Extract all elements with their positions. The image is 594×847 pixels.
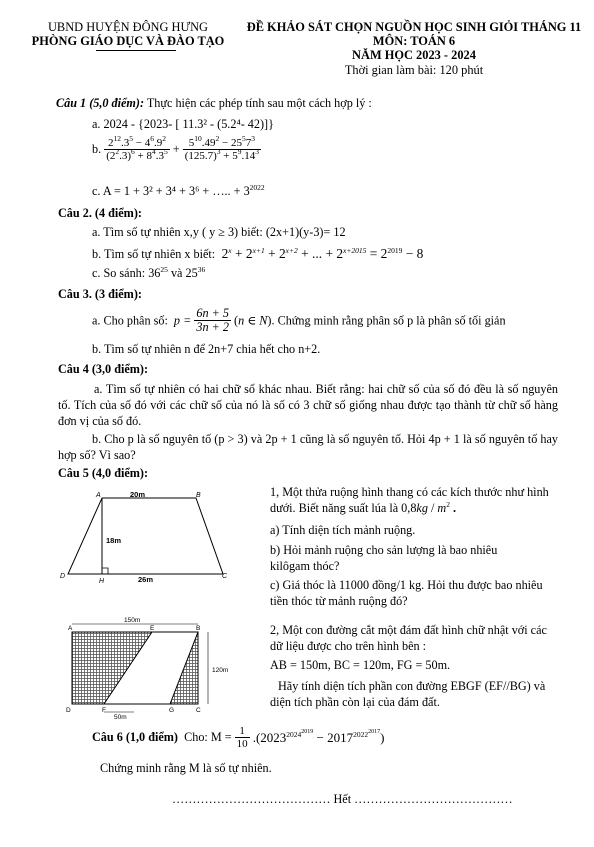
fig2-label-c: C bbox=[196, 707, 201, 714]
q2-part-a: a. Tìm số tự nhiên x,y ( y ≥ 3) biết: (2x+1)(y-3)= 12 bbox=[92, 225, 346, 239]
fig2-top-length: 150m bbox=[124, 617, 141, 624]
fig1-label-c: C bbox=[222, 573, 228, 580]
fig1-label-d: D bbox=[60, 573, 66, 580]
q4-part-b: b. Cho p là số nguyên tố (p > 3) và 2p + 1 cũng là số nguyên tố. Hỏi 4p + 1 là số nguyên tố hay hợp số? Vì sao? bbox=[58, 432, 558, 462]
fig1-label-a: A bbox=[96, 492, 101, 499]
q5-p2-task: Hãy tính diện tích phần con đường EBGF (EF//BG) và diện tích phần còn lại của đám đất. bbox=[270, 679, 546, 709]
q5-p1-c: c) Giá thóc là 11000 đồng/1 kg. Hỏi thu được bao nhiêu tiền thóc từ mảnh ruộng đó? bbox=[270, 578, 543, 608]
q4-heading: Câu 4 (3,0 điểm): bbox=[58, 362, 149, 376]
trapezoid-figure bbox=[58, 488, 238, 588]
q2-part-c: c. So sánh: $36^{25}$ và $25^{36}$ bbox=[92, 265, 206, 280]
fig2-label-b: B bbox=[196, 625, 201, 632]
q3-part-a: a. Cho phân số: p = $\frac{6n + 5}{3n + 2}$ (n ∈ N). Chứng minh rằng phân số p là phân số tối giản bbox=[92, 306, 506, 335]
exam-year: NĂM HỌC 2023 - 2024 bbox=[352, 48, 476, 62]
q5-p2-intro: 2, Một con đường cắt một đám đất hình chữ nhật với các dữ liệu được cho trên hình bên : bbox=[270, 623, 547, 653]
q4-part-a: a. Tìm số tự nhiên có hai chữ số khác nhau. Biết rằng: hai chữ số của số đó đều là số nguyên tố. Tích của số đó với các chữ số của nó là số có 3 chữ số giống nhau được tạo thành từ chữ số hàng đơn vị của số đó. bbox=[58, 382, 558, 428]
fig1-label-b: B bbox=[196, 492, 201, 499]
fig2-label-d: D bbox=[66, 707, 71, 714]
q5-p1-b: b) Hỏi mảnh ruộng cho sản lượng là bao nhiêu kilôgam thóc? bbox=[270, 543, 498, 573]
fig1-height-length: 18m bbox=[106, 536, 122, 545]
q5-p1-intro: 1, Một thửa ruộng hình thang có các kích thước như hình dưới. Biết năng suất lúa là $0,8kg / m^2$ . bbox=[270, 485, 549, 515]
end-marker: ………………………………… Hết ………………………………… bbox=[172, 792, 513, 806]
rectangle-road-figure bbox=[62, 614, 238, 720]
fig2-label-g: G bbox=[169, 707, 175, 714]
q3-heading: Câu 3. (3 điểm): bbox=[58, 287, 142, 301]
fig2-label-a: A bbox=[68, 625, 73, 632]
exam-subject: MÔN: TOÁN 6 bbox=[372, 34, 456, 48]
exam-time: Thời gian làm bài: 120 phút bbox=[344, 63, 484, 77]
dept-underline bbox=[96, 50, 176, 51]
dept-line1: UBND HUYỆN ĐÔNG HƯNG bbox=[47, 20, 208, 34]
fig2-side-length: 120m bbox=[212, 667, 229, 674]
exam-title: ĐỀ KHẢO SÁT CHỌN NGUỒN HỌC SINH GIỎI THÁNG 11 bbox=[246, 20, 582, 34]
fig2-fg-length: 50m bbox=[114, 714, 127, 720]
fig1-label-h: H bbox=[99, 578, 105, 585]
q3-part-b: b. Tìm số tự nhiên n để 2n+7 chia hết cho n+2. bbox=[92, 342, 321, 356]
q5-p1-a: a) Tính diện tích mảnh ruộng. bbox=[270, 523, 416, 537]
q6-statement: Câu 6 (1,0 điểm) Cho: M = $\frac{1}{10}$ $.(2023^{2024^{2019}} - 2017^{2022^{2017}})$ bbox=[92, 725, 385, 751]
q6-task: Chứng minh rằng M là số tự nhiên. bbox=[100, 761, 272, 775]
q5-p2-data: AB = 150m, BC = 120m, FG = 50m. bbox=[270, 658, 451, 672]
q1-part-b: b. $\frac{2^{12}.3^5 - 4^6.9^2}{(2^2.3)^6 + 8^4.3^5}$ + $\frac{5^{10}.49^2 - 25^57^3}{(125.7)^3 + 5^9.14^3}$ bbox=[92, 134, 260, 163]
q1-heading: Câu 1 (5,0 điểm): Thực hiện các phép tính sau một cách hợp lý : bbox=[56, 96, 372, 110]
right-angle-mark bbox=[102, 568, 108, 574]
q2-part-b: b. Tìm số tự nhiên x biết: $2^x + 2^{x+1} + 2^{x+2}$ + ... + $2^{x+2015} = 2^{2019} - 8$ bbox=[92, 246, 424, 261]
fig2-label-e: E bbox=[150, 625, 155, 632]
fig1-top-length: 20m bbox=[130, 490, 146, 499]
dept-line2: PHÒNG GIÁO DỤC VÀ ĐÀO TẠO bbox=[31, 34, 225, 48]
fig2-label-f: F bbox=[102, 707, 106, 714]
q5-heading: Câu 5 (4,0 điểm): bbox=[58, 466, 149, 480]
trapezoid-shape bbox=[68, 498, 223, 574]
q1-part-a: a. 2024 - {2023- [ 11.3² - (5.2⁴- 42)]} bbox=[92, 117, 274, 131]
fig1-bottom-length: 26m bbox=[138, 575, 154, 584]
q1-part-c: c. A = 1 + 3² + 3⁴ + 3⁶ + ….. + $3^{2022}$ bbox=[92, 183, 265, 198]
q2-heading: Câu 2. (4 điểm): bbox=[58, 206, 142, 220]
